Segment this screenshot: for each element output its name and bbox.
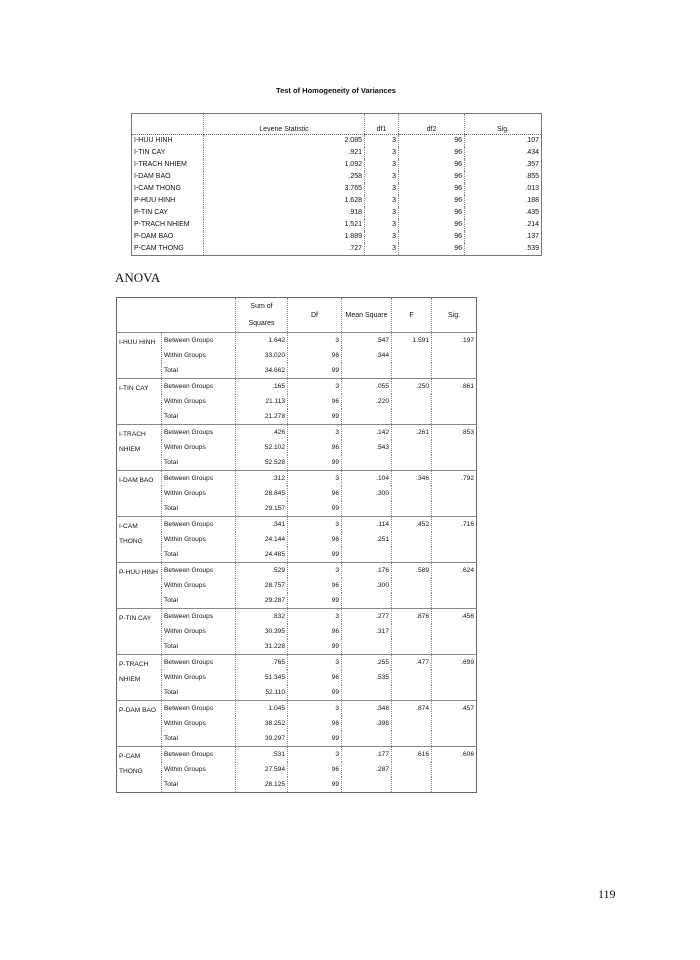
anova-source-label: Within Groups xyxy=(162,670,236,685)
anova-variable-name: P-TRACH NHIEM xyxy=(117,655,162,701)
anova-sum-of-squares-value: 28.125 xyxy=(236,777,288,793)
anova-source-label: Between Groups xyxy=(162,701,236,717)
levene-sig-value: .357 xyxy=(465,159,542,171)
levene-sig-value: .214 xyxy=(465,219,542,231)
levene-variable-name: P-TRACH NHIEM xyxy=(132,219,204,231)
anova-sum-of-squares-value: 38.252 xyxy=(236,716,288,731)
anova-sum-of-squares-value: 27.594 xyxy=(236,762,288,777)
anova-source-label: Within Groups xyxy=(162,440,236,455)
anova-mean-square-value xyxy=(342,639,392,655)
anova-df-value: 99 xyxy=(288,547,342,563)
anova-row xyxy=(117,624,477,639)
anova-f-value xyxy=(392,716,432,731)
anova-sig-value xyxy=(432,639,477,655)
anova-source-label: Total xyxy=(162,547,236,563)
anova-source-label: Between Groups xyxy=(162,471,236,487)
levene-table xyxy=(131,113,542,256)
anova-mean-square-value: .114 xyxy=(342,517,392,533)
levene-variable-name: P-CAM THONG xyxy=(132,243,204,256)
anova-sum-of-squares-value: 34.662 xyxy=(236,363,288,379)
anova-row xyxy=(117,348,477,363)
anova-row xyxy=(117,440,477,455)
levene-df1-value: 3 xyxy=(365,159,399,171)
anova-sig-value xyxy=(432,501,477,517)
anova-row xyxy=(117,471,477,487)
anova-df-value: 99 xyxy=(288,777,342,793)
anova-sum-of-squares-value: 28.845 xyxy=(236,486,288,501)
anova-mean-square-value: .300 xyxy=(342,578,392,593)
anova-sig-value: .699 xyxy=(432,655,477,671)
levene-variable-name: I-HUU HINH xyxy=(132,135,204,148)
anova-sum-of-squares-value: 29.287 xyxy=(236,593,288,609)
anova-row xyxy=(117,333,477,349)
anova-header-mean-square: Mean Square xyxy=(342,298,392,333)
levene-variable-name: I-DAM BAO xyxy=(132,171,204,183)
anova-row xyxy=(117,731,477,747)
anova-df-value: 3 xyxy=(288,655,342,671)
anova-mean-square-value: .255 xyxy=(342,655,392,671)
anova-mean-square-value: .348 xyxy=(342,701,392,717)
anova-mean-square-value: .287 xyxy=(342,762,392,777)
anova-sum-of-squares-value: 21.113 xyxy=(236,394,288,409)
anova-df-value: 3 xyxy=(288,425,342,441)
anova-source-label: Between Groups xyxy=(162,379,236,395)
anova-sum-of-squares-value: .765 xyxy=(236,655,288,671)
anova-f-value: .876 xyxy=(392,609,432,625)
anova-source-label: Total xyxy=(162,363,236,379)
levene-row xyxy=(132,243,542,256)
anova-df-value: 96 xyxy=(288,394,342,409)
anova-mean-square-value xyxy=(342,731,392,747)
anova-row xyxy=(117,747,477,763)
anova-row xyxy=(117,609,477,625)
anova-sig-value xyxy=(432,593,477,609)
anova-df-value: 96 xyxy=(288,624,342,639)
anova-mean-square-value: .220 xyxy=(342,394,392,409)
anova-sum-of-squares-value: 21.278 xyxy=(236,409,288,425)
levene-df2-value: 96 xyxy=(399,207,465,219)
anova-sum-of-squares-value: 24.485 xyxy=(236,547,288,563)
levene-sig-value: .434 xyxy=(465,147,542,159)
anova-row xyxy=(117,532,477,547)
anova-sig-value xyxy=(432,394,477,409)
anova-sum-of-squares-value: 52.102 xyxy=(236,440,288,455)
anova-source-label: Total xyxy=(162,455,236,471)
anova-df-value: 99 xyxy=(288,455,342,471)
levene-statistic-value: 1.521 xyxy=(204,219,365,231)
anova-f-value xyxy=(392,578,432,593)
anova-f-value xyxy=(392,501,432,517)
anova-f-value: .477 xyxy=(392,655,432,671)
anova-sig-value xyxy=(432,762,477,777)
anova-sig-value xyxy=(432,532,477,547)
anova-sum-of-squares-value: 52.110 xyxy=(236,685,288,701)
anova-f-value xyxy=(392,762,432,777)
anova-sum-of-squares-value: .426 xyxy=(236,425,288,441)
anova-header-f: F xyxy=(392,298,432,333)
anova-f-value xyxy=(392,455,432,471)
anova-variable-name: I-TIN CAY xyxy=(117,379,162,425)
anova-row xyxy=(117,517,477,533)
levene-row xyxy=(132,231,542,243)
anova-source-label: Between Groups xyxy=(162,563,236,579)
anova-mean-square-value: .104 xyxy=(342,471,392,487)
levene-df2-value: 96 xyxy=(399,159,465,171)
anova-f-value: 1.591 xyxy=(392,333,432,349)
anova-heading: ANOVA xyxy=(115,270,161,285)
anova-source-label: Total xyxy=(162,593,236,609)
anova-variable-name: P-CAM THONG xyxy=(117,747,162,793)
anova-source-label: Within Groups xyxy=(162,762,236,777)
levene-sig-value: .855 xyxy=(465,171,542,183)
anova-variable-name: I-DAM BAO xyxy=(117,471,162,517)
levene-row xyxy=(132,219,542,231)
anova-sig-value: .606 xyxy=(432,747,477,763)
anova-f-value xyxy=(392,547,432,563)
levene-df1-value: 3 xyxy=(365,195,399,207)
levene-row xyxy=(132,159,542,171)
levene-header-df1: df1 xyxy=(365,114,399,135)
anova-sum-of-squares-value: .165 xyxy=(236,379,288,395)
anova-source-label: Total xyxy=(162,409,236,425)
anova-sum-of-squares-value: 1.045 xyxy=(236,701,288,717)
anova-source-label: Total xyxy=(162,777,236,793)
page-number: 119 xyxy=(598,887,616,901)
anova-f-value: .874 xyxy=(392,701,432,717)
anova-df-value: 99 xyxy=(288,501,342,517)
levene-df2-value: 96 xyxy=(399,231,465,243)
anova-header-row xyxy=(117,298,477,333)
levene-df1-value: 3 xyxy=(365,171,399,183)
levene-df1-value: 3 xyxy=(365,183,399,195)
anova-mean-square-value xyxy=(342,501,392,517)
anova-sig-value: .861 xyxy=(432,379,477,395)
anova-mean-square-value: .176 xyxy=(342,563,392,579)
anova-df-value: 96 xyxy=(288,348,342,363)
anova-f-value: .261 xyxy=(392,425,432,441)
anova-sum-of-squares-value: 24.144 xyxy=(236,532,288,547)
anova-df-value: 3 xyxy=(288,609,342,625)
anova-variable-name: I-TRACH NHIEM xyxy=(117,425,162,471)
anova-f-value xyxy=(392,486,432,501)
anova-sum-of-squares-value: 29.157 xyxy=(236,501,288,517)
anova-row xyxy=(117,547,477,563)
anova-df-value: 99 xyxy=(288,363,342,379)
levene-statistic-value: 1.628 xyxy=(204,195,365,207)
anova-df-value: 3 xyxy=(288,701,342,717)
anova-sig-value xyxy=(432,547,477,563)
anova-f-value xyxy=(392,731,432,747)
levene-variable-name: I-TRACH NHIEM xyxy=(132,159,204,171)
anova-f-value xyxy=(392,639,432,655)
anova-df-value: 3 xyxy=(288,471,342,487)
anova-df-value: 3 xyxy=(288,379,342,395)
levene-header-df2: df2 xyxy=(399,114,465,135)
anova-row xyxy=(117,394,477,409)
anova-row xyxy=(117,409,477,425)
levene-header-sig: Sig. xyxy=(465,114,542,135)
anova-mean-square-value: .317 xyxy=(342,624,392,639)
anova-row xyxy=(117,578,477,593)
levene-df1-value: 3 xyxy=(365,207,399,219)
levene-df2-value: 96 xyxy=(399,183,465,195)
anova-f-value xyxy=(392,593,432,609)
anova-mean-square-value: .543 xyxy=(342,440,392,455)
levene-df2-value: 96 xyxy=(399,219,465,231)
anova-sig-value xyxy=(432,731,477,747)
anova-df-value: 96 xyxy=(288,440,342,455)
anova-header-sum-of-squares: Sum of Squares xyxy=(236,298,288,333)
levene-variable-name: I-CAM THONG xyxy=(132,183,204,195)
anova-row xyxy=(117,655,477,671)
anova-sig-value xyxy=(432,670,477,685)
anova-source-label: Between Groups xyxy=(162,333,236,349)
anova-f-value xyxy=(392,624,432,639)
anova-row xyxy=(117,716,477,731)
levene-statistic-value: .921 xyxy=(204,147,365,159)
anova-variable-name: I-HUU HINH xyxy=(117,333,162,379)
anova-source-label: Within Groups xyxy=(162,578,236,593)
anova-row xyxy=(117,639,477,655)
levene-df1-value: 3 xyxy=(365,135,399,148)
anova-source-label: Within Groups xyxy=(162,348,236,363)
anova-sum-of-squares-value: .529 xyxy=(236,563,288,579)
anova-f-value xyxy=(392,394,432,409)
levene-sig-value: .188 xyxy=(465,195,542,207)
anova-df-value: 96 xyxy=(288,486,342,501)
anova-source-label: Within Groups xyxy=(162,486,236,501)
anova-f-value xyxy=(392,685,432,701)
anova-mean-square-value: .547 xyxy=(342,333,392,349)
anova-f-value: .452 xyxy=(392,517,432,533)
anova-sig-value: .457 xyxy=(432,701,477,717)
levene-row xyxy=(132,207,542,219)
anova-variable-name: P-TIN CAY xyxy=(117,609,162,655)
anova-header-corner xyxy=(117,298,236,333)
anova-df-value: 96 xyxy=(288,762,342,777)
anova-sum-of-squares-value: 30.395 xyxy=(236,624,288,639)
anova-sig-value: .853 xyxy=(432,425,477,441)
anova-df-value: 99 xyxy=(288,593,342,609)
anova-row xyxy=(117,486,477,501)
anova-variable-name: I-CAM THONG xyxy=(117,517,162,563)
levene-df1-value: 3 xyxy=(365,243,399,256)
anova-sig-value xyxy=(432,624,477,639)
anova-sum-of-squares-value: 39.297 xyxy=(236,731,288,747)
anova-f-value xyxy=(392,363,432,379)
anova-mean-square-value xyxy=(342,777,392,793)
anova-df-value: 99 xyxy=(288,685,342,701)
anova-source-label: Between Groups xyxy=(162,517,236,533)
anova-source-label: Between Groups xyxy=(162,609,236,625)
anova-sig-value xyxy=(432,363,477,379)
levene-df2-value: 96 xyxy=(399,195,465,207)
levene-df2-value: 96 xyxy=(399,243,465,256)
levene-df2-value: 96 xyxy=(399,135,465,148)
anova-mean-square-value: .251 xyxy=(342,532,392,547)
anova-mean-square-value: .142 xyxy=(342,425,392,441)
levene-df1-value: 3 xyxy=(365,219,399,231)
anova-variable-name: P-DAM BAO xyxy=(117,701,162,747)
levene-sig-value: .435 xyxy=(465,207,542,219)
anova-source-label: Within Groups xyxy=(162,716,236,731)
levene-sig-value: .107 xyxy=(465,135,542,148)
anova-mean-square-value xyxy=(342,685,392,701)
anova-row xyxy=(117,593,477,609)
anova-sig-value: .624 xyxy=(432,563,477,579)
levene-variable-name: P-HUU HINH xyxy=(132,195,204,207)
anova-row xyxy=(117,685,477,701)
levene-df1-value: 3 xyxy=(365,147,399,159)
levene-df2-value: 96 xyxy=(399,171,465,183)
levene-sig-value: .539 xyxy=(465,243,542,256)
anova-header-sig: Sig. xyxy=(432,298,477,333)
anova-df-value: 3 xyxy=(288,747,342,763)
anova-mean-square-value: .344 xyxy=(342,348,392,363)
anova-sum-of-squares-value: 1.642 xyxy=(236,333,288,349)
anova-sum-of-squares-value: .531 xyxy=(236,747,288,763)
levene-table-title: Test of Homogeneity of Variances xyxy=(276,86,396,95)
anova-df-value: 96 xyxy=(288,716,342,731)
anova-df-value: 96 xyxy=(288,578,342,593)
anova-mean-square-value: .055 xyxy=(342,379,392,395)
levene-df2-value: 96 xyxy=(399,147,465,159)
anova-sig-value xyxy=(432,348,477,363)
anova-row xyxy=(117,425,477,441)
anova-sig-value: .716 xyxy=(432,517,477,533)
levene-statistic-value: 2.085 xyxy=(204,135,365,148)
levene-row xyxy=(132,171,542,183)
anova-row xyxy=(117,501,477,517)
anova-variable-name: P-HUU HINH xyxy=(117,563,162,609)
anova-header-df: Df xyxy=(288,298,342,333)
anova-row xyxy=(117,670,477,685)
anova-f-value xyxy=(392,348,432,363)
levene-statistic-value: .727 xyxy=(204,243,365,256)
anova-sig-value xyxy=(432,578,477,593)
levene-row xyxy=(132,147,542,159)
anova-df-value: 96 xyxy=(288,532,342,547)
anova-f-value xyxy=(392,409,432,425)
anova-sum-of-squares-value: 31.228 xyxy=(236,639,288,655)
levene-row xyxy=(132,183,542,195)
levene-df1-value: 3 xyxy=(365,231,399,243)
anova-sum-of-squares-value: .832 xyxy=(236,609,288,625)
anova-f-value xyxy=(392,440,432,455)
levene-row xyxy=(132,135,542,148)
anova-source-label: Between Groups xyxy=(162,747,236,763)
levene-variable-name: P-TIN CAY xyxy=(132,207,204,219)
anova-mean-square-value: .277 xyxy=(342,609,392,625)
anova-f-value: .589 xyxy=(392,563,432,579)
anova-row xyxy=(117,379,477,395)
anova-sum-of-squares-value: .312 xyxy=(236,471,288,487)
anova-source-label: Within Groups xyxy=(162,394,236,409)
anova-f-value xyxy=(392,670,432,685)
anova-sig-value xyxy=(432,685,477,701)
levene-sig-value: .013 xyxy=(465,183,542,195)
anova-row xyxy=(117,762,477,777)
anova-df-value: 99 xyxy=(288,409,342,425)
anova-sig-value xyxy=(432,440,477,455)
anova-mean-square-value xyxy=(342,547,392,563)
anova-row xyxy=(117,363,477,379)
anova-f-value: .616 xyxy=(392,747,432,763)
anova-row xyxy=(117,701,477,717)
anova-source-label: Total xyxy=(162,639,236,655)
anova-table xyxy=(116,297,477,793)
anova-df-value: 3 xyxy=(288,517,342,533)
anova-sig-value xyxy=(432,486,477,501)
levene-row xyxy=(132,195,542,207)
anova-f-value: .346 xyxy=(392,471,432,487)
anova-source-label: Total xyxy=(162,731,236,747)
anova-sig-value xyxy=(432,409,477,425)
anova-row xyxy=(117,777,477,793)
levene-header-statistic: Levene Statistic xyxy=(204,114,365,135)
anova-f-value xyxy=(392,777,432,793)
levene-statistic-value: .918 xyxy=(204,207,365,219)
anova-df-value: 3 xyxy=(288,563,342,579)
anova-mean-square-value xyxy=(342,455,392,471)
anova-sum-of-squares-value: 51.345 xyxy=(236,670,288,685)
anova-sum-of-squares-value: 28.757 xyxy=(236,578,288,593)
anova-sig-value: .792 xyxy=(432,471,477,487)
levene-statistic-value: 3.765 xyxy=(204,183,365,195)
anova-mean-square-value: .535 xyxy=(342,670,392,685)
levene-header-corner xyxy=(132,114,204,135)
anova-sig-value xyxy=(432,777,477,793)
anova-df-value: 99 xyxy=(288,639,342,655)
levene-sig-value: .137 xyxy=(465,231,542,243)
levene-variable-name: P-DAM BAO xyxy=(132,231,204,243)
anova-sum-of-squares-value: 33.020 xyxy=(236,348,288,363)
anova-sig-value: .456 xyxy=(432,609,477,625)
anova-source-label: Within Groups xyxy=(162,624,236,639)
anova-sig-value xyxy=(432,716,477,731)
anova-df-value: 99 xyxy=(288,731,342,747)
anova-df-value: 96 xyxy=(288,670,342,685)
anova-mean-square-value xyxy=(342,593,392,609)
anova-df-value: 3 xyxy=(288,333,342,349)
levene-variable-name: I-TIN CAY xyxy=(132,147,204,159)
anova-mean-square-value xyxy=(342,409,392,425)
anova-sig-value: .197 xyxy=(432,333,477,349)
anova-mean-square-value: .300 xyxy=(342,486,392,501)
levene-statistic-value: 1.889 xyxy=(204,231,365,243)
anova-mean-square-value: .398 xyxy=(342,716,392,731)
anova-f-value xyxy=(392,532,432,547)
anova-source-label: Total xyxy=(162,501,236,517)
anova-row xyxy=(117,563,477,579)
levene-statistic-value: .258 xyxy=(204,171,365,183)
anova-sum-of-squares-value: 52.528 xyxy=(236,455,288,471)
anova-sum-of-squares-value: .341 xyxy=(236,517,288,533)
anova-source-label: Total xyxy=(162,685,236,701)
anova-mean-square-value: .177 xyxy=(342,747,392,763)
anova-f-value: .250 xyxy=(392,379,432,395)
anova-row xyxy=(117,455,477,471)
anova-source-label: Between Groups xyxy=(162,655,236,671)
anova-source-label: Within Groups xyxy=(162,532,236,547)
anova-mean-square-value xyxy=(342,363,392,379)
levene-statistic-value: 1.092 xyxy=(204,159,365,171)
levene-header-row xyxy=(132,114,542,135)
anova-sig-value xyxy=(432,455,477,471)
anova-source-label: Between Groups xyxy=(162,425,236,441)
